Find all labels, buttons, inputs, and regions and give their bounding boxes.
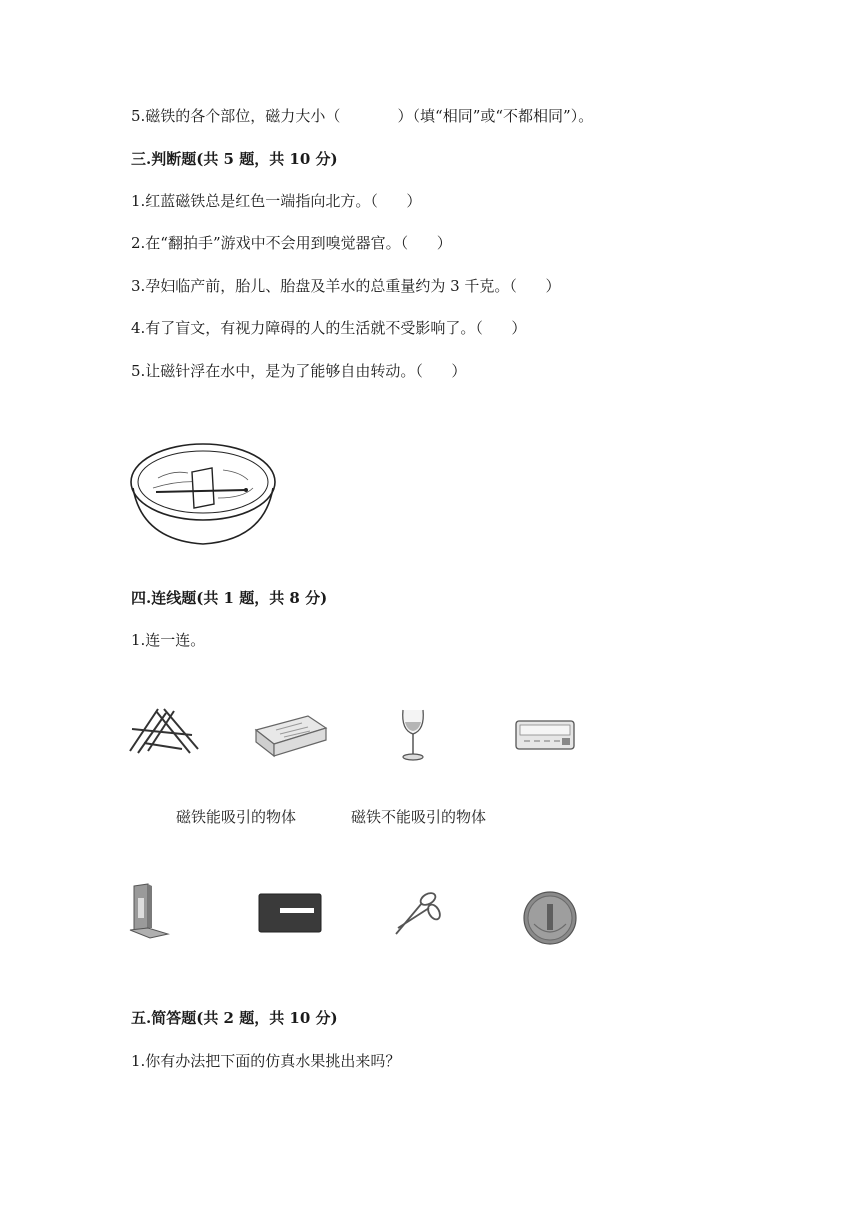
card-icon bbox=[258, 893, 322, 933]
label-magnet-attracts: 磁铁能吸引的物体 bbox=[176, 808, 297, 826]
coin-icon bbox=[522, 890, 578, 946]
judge-question-3: 3.孕妇临产前，胎儿、胎盘及羊水的总重量约为 3 千克。（ ） bbox=[131, 277, 561, 295]
section-4-heading: 四.连线题(共 1 题，共 8 分) bbox=[131, 589, 328, 607]
pencil-box-icon bbox=[514, 715, 578, 755]
floating-needle-bowl-icon bbox=[128, 440, 278, 550]
eraser-icon bbox=[252, 710, 330, 760]
judge-question-5: 5.让磁针浮在水中，是为了能够自由转动。（ ） bbox=[131, 362, 467, 380]
connect-question-1: 1.连一连。 bbox=[131, 631, 206, 649]
judge-question-2: 2.在“翻拍手”游戏中不会用到嗅觉器官。（ ） bbox=[131, 234, 452, 252]
section-3-heading: 三.判断题(共 5 题，共 10 分) bbox=[131, 150, 338, 168]
judge-question-4: 4.有了盲文，有视力障碍的人的生活就不受影响了。（ ） bbox=[131, 319, 527, 337]
wine-glass-icon bbox=[398, 708, 428, 762]
bookend-icon bbox=[128, 882, 172, 940]
question-5-magnet-strength: 5.磁铁的各个部位，磁力大小（ ）（填“相同”或“不都相同”）。 bbox=[131, 107, 594, 125]
label-magnet-not-attracts: 磁铁不能吸引的物体 bbox=[351, 808, 487, 826]
paper-clips-icon bbox=[128, 705, 200, 757]
section-5-heading: 五.简答题(共 2 题，共 10 分) bbox=[131, 1009, 338, 1027]
judge-question-1: 1.红蓝磁铁总是红色一端指向北方。（ ） bbox=[131, 192, 422, 210]
short-answer-question-1: 1.你有办法把下面的仿真水果挑出来吗？ bbox=[131, 1052, 401, 1070]
scissors-icon bbox=[390, 888, 442, 940]
